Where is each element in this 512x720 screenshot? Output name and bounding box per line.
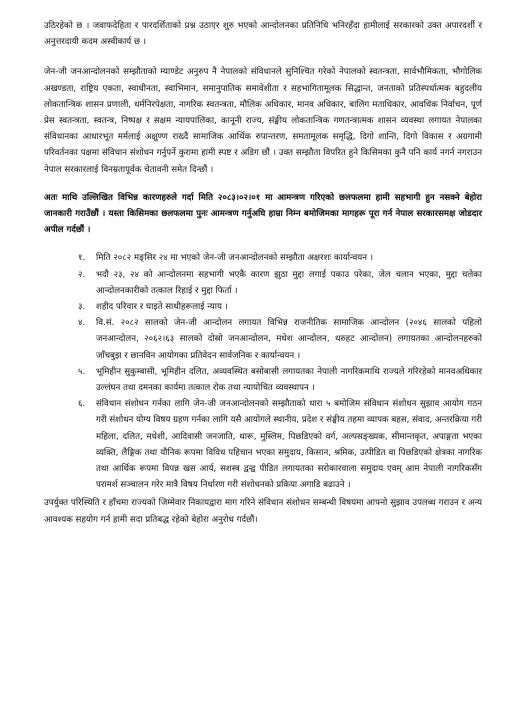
demand-number: ३. [78,302,86,313]
demand-number: ४. [78,318,86,329]
paragraph-bold-appeal: अतः माथि उल्लिखित विभिन्न कारणहरुले गर्दा मिति २०८३।०२।०१ मा आमन्त्रण गरिएको छलफलमा हामी सहभागी हुन नसक्ने बेहोरा जानकारी गराउँछौं । यस्ता किसिमका छलफलमा पुनः आमन्त्रण गर्नुअघि हाम्रा निम्न बमोजिमका मागहरू पूरा गर्न नेपाल सरकारसमक्ष जोडदार अपील गर्दछौं । [44,192,482,236]
paragraph-mandate-warning: जेन-जी जनआन्दोलनको सम्झौताको म्याण्डेट अनुरुप नै नेपालको संविधानले सुनिश्चित गरेको नेपालको स्वतन्त्रता, सार्वभौमिकता, भौगोलिक अखण्डता, राष्ट्रिय एकता, स्वाधीनता, स्वाभिमान, समानुपातिक समावेशीता र सहभागितामूलक सिद्धान्त, जनताको प्रतिस्पर्धात्मक बहुदलीय लोकतान्त्रिक शासन प्रणाली, धर्मनिरपेक्षता, नागरिक स्वतन्त्रता, मौलिक अधिकार, मानव अधिकार, बालिग मताधिकार, आवधिक निर्वाचन, पूर्ण प्रेस स्वतन्त्रता, स्वतन्त्र, निष्पक्ष र सक्षम न्यायपालिका, कानूनी राज्य, संङ्घीय लोकतान्त्रिक गणतन्त्रात्मक शासन व्यवस्था लगायत नेपालका संविधानका आधारभूत मर्मलाई अक्षुण्ण राख्दै सामाजिक आर्थिक रुपान्तरण, समतामूलक समृद्धि, दिगो शान्ति, दिगो विकास र अग्रगामी परिवर्तनका पक्षमा संविधान संशोधन गर्नुपर्ने कुरामा हामी स्पष्ट र अडिग छौं । उक्त सम्झौता विपरित हुने किसिमका कुनै पनि कार्य नगर्न नगराउन नेपाल सरकारलाई विनम्रतापूर्वक चेतावनी समेत दिन्छौं । [44,67,482,175]
demand-item [44,315,482,364]
demand-item [44,250,482,266]
demand-number: ६. [78,399,86,410]
demand-item [44,364,482,396]
demand-number: २. [78,269,86,280]
demand-text: वि.सं. २०८२ सालको जेन-जी आन्दोलन लगायत विभिन्न राजनीतिक सामाजिक आन्दोलन (२०४६ सालको पहिलो जनआन्दोलन, २०६२।६३ सालको दोस्रो जनआन्दोलन, मधेश आन्दोलन, थरुहट आन्दोलन) लगायतका आन्दोलनहरुको जाँचबुझ र छानविन आयोगका प्रतिवेदन सार्वजनिक र कार्यान्वयन । [96,318,482,361]
demand-item [44,267,482,299]
paragraph-closing: उपर्युक्त परिस्थिति र हाँचमा राज्यको जिम्मेवार निकायद्वारा माग गरिने संविधान संशोधन सम्बन्धी विषयमा आफ्नो सुझाव उपलब्ध गराउन र अन्य आवश्यक सहयोग गर्न हामी सदा प्रतिबद्ध रहेको बेहोरा अनुरोध गर्दछौं। [44,498,482,525]
demand-number: ५. [78,366,86,377]
demand-text: भूमिहीन सुकुम्बासी, भूमिहीन दलित, अव्यवस्थित बसोबासी लगायतका नेपाली नागरिकमाथि राज्यले गरिरहेको मानवअधिकार उल्लंघन तथा दमनका कार्यमा तत्काल रोक तथा न्यायोचित व्यवस्थापन । [96,366,482,394]
paragraph-intro-continuation: उठिरहेको छ । जवाफदेहिता र पारदर्शिताको प्रश्न उठाएर शुरु भएको आन्दोलनका प्रतिनिधि भनिरहँदा हामीलाई सरकारको उक्त अपारदर्शी र अनुत्तरदायी कदम अस्वीकार्य छ । [44,21,482,48]
demand-text: संविधान संशोधन गर्नका लागि जेन-जी जनआन्दोलनको सम्झौताको धारा ५ बमोजिम संविधान संशोधन सुझाव आयोग गठन गरी संशोधन योग्य विषय ग्रहण गर्नका लागि यसै आयोगले स्थानीय, प्रदेश र संङ्घीय तहमा व्यापक बहस, संवाद, अन्तरक्रिया गरी महिला, दलित, मधेशी, आदिवासी जनजाति, थारू, मुस्लिम, पिछडिएको वर्ग, अल्पसङ्ख्यक, सीमान्तकृत, अपाङ्गता भएका व्यक्ति, लैङ्गिक तथा यौनिक रूपमा विविध पहिचान भएका समुदाय, किसान, श्रमिक, उत्पीडित वा पिछडिएको क्षेत्रका नागरिक तथा आर्थिक रूपमा विपन्न खस आर्य, सशस्त्र द्वन्द्व पीडित लगायतका सरोकारवाला समुदाय एवम् आम नेपाली नागरिकसँग परामर्श सञ्चालन गरेर मात्रै विषय निर्धारण गरी संशोधनको प्रकिया अगाडि बढाउने । [96,399,482,491]
demand-number: १. [78,253,86,264]
demand-item [44,396,482,493]
demand-text: भदौ २३, २४ को आन्दोलनमा सहभागी भएकै कारण झुठा मुद्दा लगाई पकाउ परेका, जेल चलान भएका, मुद्दा चलेका आन्दोलनकारीको तत्काल रिहाई र मुद्दा फिर्ता । [96,269,482,296]
demands-list [44,250,482,493]
demand-text: मिति २०८२ मङ्सिर २४ मा भएको जेन-जी जनआन्दोलनको सम्झौता अक्षरशः कार्यान्वयन । [96,253,374,264]
demand-item [44,299,482,315]
demand-text: शहीद परिवार र घाइते साथीहरूलाई न्याय । [96,302,228,313]
